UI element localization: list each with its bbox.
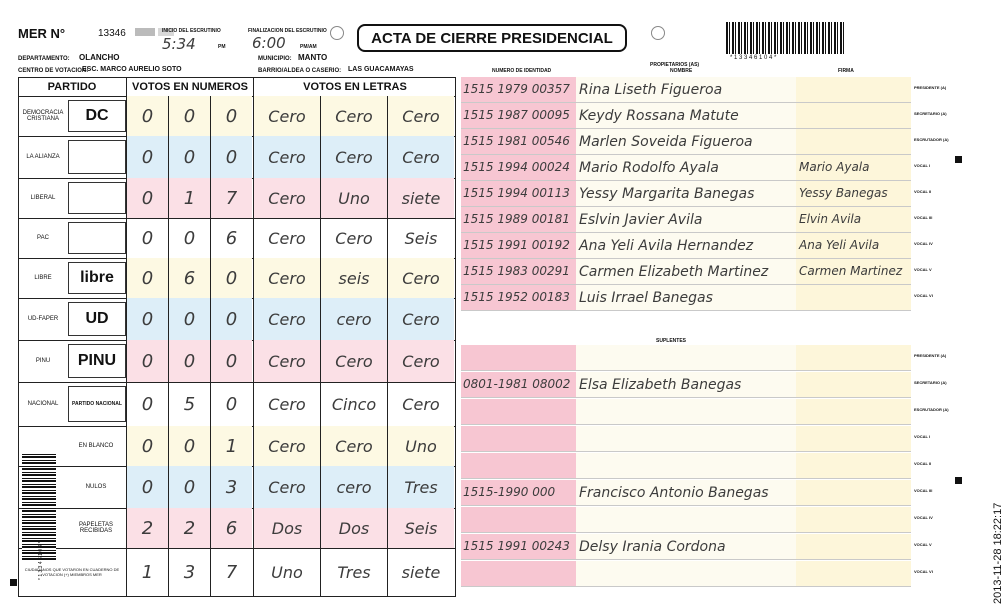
final-suffix: PM/AM bbox=[300, 44, 317, 50]
vote-digit: 0 bbox=[126, 382, 168, 426]
member-row bbox=[461, 181, 911, 207]
member-row bbox=[461, 129, 911, 155]
party-logo: libre bbox=[68, 262, 126, 294]
member-row bbox=[461, 561, 911, 587]
member-row bbox=[461, 155, 911, 181]
vote-digit: 1 bbox=[210, 426, 252, 466]
vote-digit: 0 bbox=[126, 298, 168, 340]
member-name: Ana Yeli Avila Hernandez bbox=[579, 238, 754, 254]
departamento-value: OLANCHO bbox=[79, 53, 120, 62]
header-firma: FIRMA bbox=[838, 68, 854, 74]
table-header bbox=[19, 78, 455, 97]
party-name: LA ALIANZA bbox=[26, 154, 60, 160]
corner-mark-bottom-left bbox=[10, 579, 17, 586]
vote-word: Cero bbox=[253, 340, 320, 382]
id-field bbox=[461, 426, 576, 451]
vote-digit: 5 bbox=[168, 382, 210, 426]
table-row bbox=[19, 382, 455, 427]
vote-word: Dos bbox=[253, 508, 320, 548]
member-role: VOCAL VI bbox=[914, 569, 933, 574]
member-id: 1515 1994 00113 bbox=[463, 186, 570, 200]
member-id: 1515-1990 000 bbox=[463, 485, 556, 499]
vote-word: siete bbox=[387, 548, 454, 596]
header-nombre: NOMBRE bbox=[670, 68, 693, 74]
vote-digit: 2 bbox=[126, 508, 168, 548]
final-label: FINALIZACION DEL ESCRUTINIO bbox=[248, 28, 327, 34]
vote-word: Cero bbox=[253, 426, 320, 466]
member-row bbox=[461, 372, 911, 398]
punch-hole-right bbox=[651, 26, 665, 40]
vote-word: Tres bbox=[387, 466, 454, 508]
name-field bbox=[576, 453, 796, 478]
vote-digit: 0 bbox=[168, 466, 210, 508]
party-logo bbox=[68, 140, 126, 174]
vote-word: Cero bbox=[387, 382, 454, 426]
vote-digit: 7 bbox=[210, 178, 252, 218]
name-field bbox=[576, 561, 796, 586]
left-barcode-number: * 1 3 3 4 6 1 0 4 * bbox=[38, 541, 44, 580]
corner-mark-right-top bbox=[955, 156, 962, 163]
vote-word: Cero bbox=[387, 136, 454, 178]
row-label: NULOS bbox=[85, 484, 107, 490]
member-name: Delsy Irania Cordona bbox=[579, 539, 726, 555]
id-field bbox=[461, 507, 576, 532]
vote-word: Uno bbox=[253, 548, 320, 596]
corner-mark-right-bottom bbox=[955, 477, 962, 484]
vote-digit: 0 bbox=[126, 340, 168, 382]
vote-word: Cero bbox=[253, 382, 320, 426]
vote-digit: 6 bbox=[210, 218, 252, 258]
vote-word: Cero bbox=[320, 340, 387, 382]
vote-word: Cero bbox=[253, 298, 320, 340]
name-field bbox=[576, 426, 796, 451]
inicio-suffix: PM bbox=[218, 44, 226, 50]
vote-word: Cero bbox=[253, 218, 320, 258]
party-logo: PARTIDO NACIONAL bbox=[68, 386, 126, 422]
barcode bbox=[726, 22, 846, 54]
vote-digit: 1 bbox=[126, 548, 168, 596]
member-row bbox=[461, 426, 911, 452]
vote-word: Cero bbox=[387, 258, 454, 298]
vote-digit: 0 bbox=[168, 340, 210, 382]
member-row bbox=[461, 480, 911, 506]
member-row bbox=[461, 77, 911, 103]
member-id: 1515 1979 00357 bbox=[463, 82, 570, 96]
member-name: Luis Irrael Banegas bbox=[579, 290, 713, 306]
member-row bbox=[461, 345, 911, 371]
header-propietarios: PROPIETARIOS (AS) bbox=[650, 62, 700, 68]
header-suplentes: SUPLENTES bbox=[656, 338, 687, 344]
row-label: EN BLANCO bbox=[78, 443, 114, 449]
signature-field bbox=[796, 77, 911, 102]
signature-field bbox=[796, 507, 911, 532]
member-role: VOCAL III bbox=[914, 215, 933, 220]
col-votos-numeros: VOTOS EN NUMEROS bbox=[126, 78, 253, 96]
vote-digit: 7 bbox=[210, 548, 252, 596]
vote-digit: 2 bbox=[168, 508, 210, 548]
vote-digit: 0 bbox=[210, 298, 252, 340]
barrio-label: BARRIO/ALDEA O CASERIO: bbox=[258, 68, 342, 74]
member-name: Eslvin Javier Avila bbox=[579, 212, 703, 228]
member-name: Keydy Rossana Matute bbox=[579, 108, 739, 124]
member-role: SECRETARIO (A) bbox=[914, 380, 947, 385]
member-role: VOCAL I bbox=[914, 163, 931, 168]
member-role: PRESIDENTE (A) bbox=[914, 353, 947, 358]
punch-hole-left bbox=[330, 26, 344, 40]
signature-field bbox=[796, 453, 911, 478]
table-row bbox=[19, 340, 455, 383]
vote-word: Cero bbox=[320, 426, 387, 466]
inicio-label: INICIO DEL ESCRUTINIO bbox=[162, 28, 221, 34]
signature-field bbox=[796, 426, 911, 451]
id-field bbox=[461, 345, 576, 370]
centro-label: CENTRO DE VOTACION: bbox=[18, 68, 89, 74]
vote-word: Cero bbox=[387, 298, 454, 340]
signature-field bbox=[796, 103, 911, 128]
member-signature: Elvin Avila bbox=[799, 212, 862, 226]
vote-digit: 3 bbox=[168, 548, 210, 596]
member-row bbox=[461, 534, 911, 560]
vote-digit: 6 bbox=[168, 258, 210, 298]
table-row bbox=[19, 218, 455, 259]
member-role: ESCRUTADOR (A) bbox=[914, 407, 949, 412]
vote-word: Cero bbox=[320, 96, 387, 136]
vote-digit: 0 bbox=[126, 178, 168, 218]
vote-digit: 0 bbox=[168, 96, 210, 136]
final-value: 6:00 bbox=[252, 34, 286, 52]
party-logo bbox=[68, 222, 126, 254]
vote-digit: 0 bbox=[168, 136, 210, 178]
member-row bbox=[461, 259, 911, 285]
member-name: Elsa Elizabeth Banegas bbox=[579, 377, 742, 393]
header-identidad: NUMERO DE IDENTIDAD bbox=[492, 68, 552, 74]
member-signature: Ana Yeli Avila bbox=[799, 238, 880, 252]
table-row bbox=[19, 508, 455, 549]
vote-word: cero bbox=[320, 466, 387, 508]
member-id: 1515 1991 00243 bbox=[463, 539, 570, 553]
member-row bbox=[461, 103, 911, 129]
vote-word: Cero bbox=[387, 340, 454, 382]
member-name: Mario Rodolfo Ayala bbox=[579, 160, 719, 176]
party-name: LIBERAL bbox=[30, 195, 56, 201]
signature-field bbox=[796, 372, 911, 397]
municipio-value: MANTO bbox=[298, 53, 328, 62]
member-role: VOCAL V bbox=[914, 267, 932, 272]
table-row bbox=[19, 178, 455, 219]
member-role: VOCAL III bbox=[914, 488, 933, 493]
member-role: VOCAL II bbox=[914, 189, 932, 194]
vote-digit: 0 bbox=[126, 96, 168, 136]
col-votos-letras: VOTOS EN LETRAS bbox=[253, 78, 456, 96]
signature-field bbox=[796, 345, 911, 370]
party-logo: PINU bbox=[68, 344, 126, 378]
vote-word: Cero bbox=[253, 96, 320, 136]
member-name: Carmen Elizabeth Martinez bbox=[579, 264, 769, 280]
mer-label: MER N° bbox=[18, 26, 66, 41]
mer-number: 13346 bbox=[98, 28, 126, 39]
table-row bbox=[19, 258, 455, 299]
vote-digit: 1 bbox=[168, 178, 210, 218]
vote-digit: 0 bbox=[168, 426, 210, 466]
member-name: Yessy Margarita Banegas bbox=[579, 186, 755, 202]
signature-field bbox=[796, 129, 911, 154]
vote-digit: 0 bbox=[210, 382, 252, 426]
vote-word: Cero bbox=[253, 178, 320, 218]
vote-word: Cinco bbox=[320, 382, 387, 426]
timestamp: 2013-11-28 18:22:17 bbox=[992, 502, 1004, 604]
vote-word: Uno bbox=[320, 178, 387, 218]
id-field bbox=[461, 399, 576, 424]
inicio-value: 5:34 bbox=[162, 35, 196, 53]
member-id: 0801-1981 08002 bbox=[463, 377, 571, 391]
party-logo bbox=[68, 182, 126, 214]
vote-digit: 0 bbox=[210, 340, 252, 382]
member-role: VOCAL V bbox=[914, 542, 932, 547]
party-logos-strip bbox=[135, 28, 155, 36]
vote-digit: 0 bbox=[210, 136, 252, 178]
member-id: 1515 1983 00291 bbox=[463, 264, 570, 278]
table-row bbox=[19, 136, 455, 179]
vote-digit: 0 bbox=[126, 136, 168, 178]
vote-word: seis bbox=[320, 258, 387, 298]
barcode-number: * 1 3 3 4 6 1 0 4 * bbox=[730, 55, 777, 61]
row-label: CIUDADANOS QUE VOTARON EN CUADERNO DE VOTACION (+) MIEMBROS MER bbox=[24, 567, 120, 577]
centro-value: ESC. MARCO AURELIO SOTO bbox=[82, 66, 182, 73]
party-name: PINU bbox=[35, 358, 51, 364]
member-id: 1515 1981 00546 bbox=[463, 134, 570, 148]
table-row bbox=[19, 298, 455, 341]
member-id: 1515 1989 00181 bbox=[463, 212, 570, 226]
member-role: VOCAL IV bbox=[914, 515, 933, 520]
vote-word: Seis bbox=[387, 218, 454, 258]
member-signature: Mario Ayala bbox=[799, 160, 870, 174]
votes-table bbox=[18, 77, 456, 597]
vote-word: Uno bbox=[387, 426, 454, 466]
member-role: PRESIDENTE (A) bbox=[914, 85, 947, 90]
vote-digit: 0 bbox=[168, 218, 210, 258]
vote-digit: 0 bbox=[126, 218, 168, 258]
member-row bbox=[461, 507, 911, 533]
table-row bbox=[19, 426, 455, 467]
vote-word: Cero bbox=[253, 258, 320, 298]
vote-word: cero bbox=[320, 298, 387, 340]
member-name: Marlen Soveida Figueroa bbox=[579, 134, 753, 150]
table-row bbox=[19, 96, 455, 137]
party-logo: UD bbox=[68, 302, 126, 336]
member-name: Francisco Antonio Banegas bbox=[579, 485, 769, 501]
vote-digit: 0 bbox=[210, 96, 252, 136]
vote-word: Cero bbox=[320, 218, 387, 258]
vote-word: Cero bbox=[320, 136, 387, 178]
id-field bbox=[461, 561, 576, 586]
member-signature: Carmen Martinez bbox=[799, 264, 903, 278]
member-role: ESCRUTADOR (A) bbox=[914, 137, 949, 142]
signature-field bbox=[796, 285, 911, 310]
vote-digit: 0 bbox=[126, 466, 168, 508]
member-role: SECRETARIO (A) bbox=[914, 111, 947, 116]
name-field bbox=[576, 399, 796, 424]
departamento-label: DEPARTAMENTO: bbox=[18, 56, 70, 62]
barrio-value: LAS GUACAMAYAS bbox=[348, 66, 414, 73]
table-row bbox=[19, 548, 455, 597]
party-logo: DC bbox=[68, 100, 126, 132]
row-label: PAPELETAS RECIBIDAS bbox=[78, 522, 114, 534]
member-row bbox=[461, 233, 911, 259]
member-row bbox=[461, 399, 911, 425]
id-field bbox=[461, 453, 576, 478]
signature-field bbox=[796, 399, 911, 424]
party-name: LIBRE bbox=[34, 275, 52, 281]
member-role: VOCAL IV bbox=[914, 241, 933, 246]
signature-field bbox=[796, 561, 911, 586]
party-name: PAC bbox=[37, 235, 49, 241]
member-row bbox=[461, 453, 911, 479]
member-row bbox=[461, 207, 911, 233]
party-name: DEMOCRACIA CRISTIANA bbox=[22, 110, 64, 122]
vote-word: Cero bbox=[253, 136, 320, 178]
vote-digit: 3 bbox=[210, 466, 252, 508]
party-name: UD-FAPER bbox=[27, 316, 59, 322]
document-title: ACTA DE CIERRE PRESIDENCIAL bbox=[357, 24, 627, 52]
party-name: NACIONAL bbox=[27, 401, 59, 407]
name-field bbox=[576, 345, 796, 370]
member-id: 1515 1952 00183 bbox=[463, 290, 570, 304]
vote-word: Seis bbox=[387, 508, 454, 548]
vote-word: Dos bbox=[320, 508, 387, 548]
name-field bbox=[576, 507, 796, 532]
member-signature: Yessy Banegas bbox=[799, 186, 888, 200]
municipio-label: MUNICIPIO: bbox=[258, 56, 292, 62]
signature-field bbox=[796, 534, 911, 559]
table-row bbox=[19, 466, 455, 509]
member-name: Rina Liseth Figueroa bbox=[579, 82, 723, 98]
vote-digit: 0 bbox=[210, 258, 252, 298]
member-id: 1515 1991 00192 bbox=[463, 238, 570, 252]
col-partido: PARTIDO bbox=[47, 81, 97, 93]
signature-field bbox=[796, 480, 911, 505]
member-id: 1515 1994 00024 bbox=[463, 160, 570, 174]
vote-word: siete bbox=[387, 178, 454, 218]
vote-word: Cero bbox=[387, 96, 454, 136]
vote-digit: 0 bbox=[126, 258, 168, 298]
vote-digit: 6 bbox=[210, 508, 252, 548]
member-row bbox=[461, 285, 911, 311]
member-role: VOCAL I bbox=[914, 434, 931, 439]
member-role: VOCAL VI bbox=[914, 293, 933, 298]
vote-digit: 0 bbox=[168, 298, 210, 340]
member-role: VOCAL II bbox=[914, 461, 932, 466]
vote-digit: 0 bbox=[126, 426, 168, 466]
member-id: 1515 1987 00095 bbox=[463, 108, 570, 122]
vote-word: Cero bbox=[253, 466, 320, 508]
vote-word: Tres bbox=[320, 548, 387, 596]
